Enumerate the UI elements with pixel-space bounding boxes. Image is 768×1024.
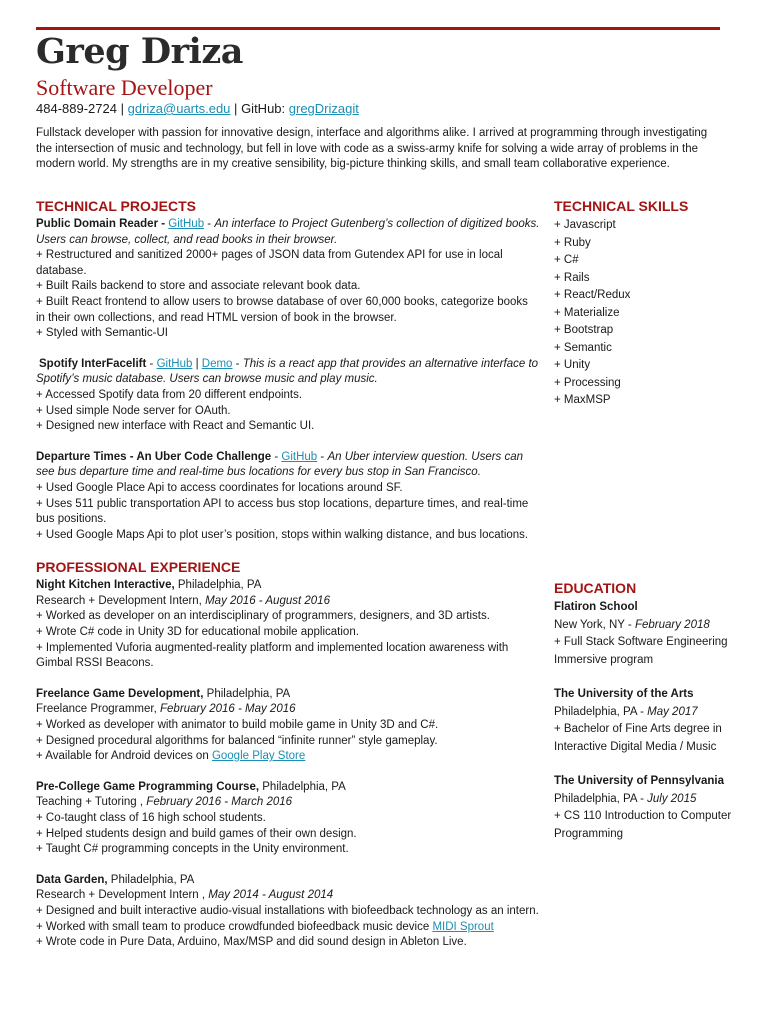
job-title: Software Developer — [36, 75, 213, 100]
contact-separator: | — [120, 101, 124, 116]
job-freelance-game-dev — [36, 687, 540, 765]
project-description: This is a react app that provides an alternative interface to Spotify’s music database. Users can browse music and play music. — [36, 357, 539, 386]
section-heading-education: EDUCATION — [554, 580, 637, 596]
job-location: Philadelphia, PA — [206, 687, 291, 700]
project-public-domain-reader: Public Domain Reader - GitHub - An interface to Project Gutenberg’s collection of digitized books. Users can browse, collect, and read books in their browser. + Restructured and sanitized 2000+ pages of JSON data from Gutendex API for use in local database. + Built Rails backend to store and associate relevant book data. + Built React frontend to allow users to browse database of over 60,000 books, categorize books in their own collections, and read HTML version of book in the browser. + Styled with Semantic-UI — [36, 217, 540, 342]
job-pre-college-course — [36, 780, 540, 858]
job-bullet: + Taught C# programming concepts in the Unity environment. — [36, 843, 349, 856]
project-bullet: + Styled with Semantic-UI — [36, 327, 168, 340]
skill-item: + Processing — [554, 376, 621, 389]
education-list — [554, 599, 744, 860]
section-heading-experience: PROFESSIONAL EXPERIENCE — [36, 559, 241, 576]
phone-number: 484-889-2724 — [36, 101, 117, 116]
project-title: Public Domain Reader — [36, 218, 159, 230]
project-bullet: + Uses 511 public transportation API to access bus stop locations, departure times, and real-time bus positions. — [36, 497, 529, 526]
job-data-garden — [36, 873, 540, 951]
job-bullet: + Worked as developer with animator to build mobile game in Unity 3D and C#. — [36, 719, 439, 732]
section-heading-skills: TECHNICAL SKILLS — [554, 198, 689, 214]
company-name: Freelance Game Development, — [36, 687, 204, 700]
school-date: July 2015 — [647, 792, 697, 805]
project-bullet: + Used Google Place Api to access coordinates for locations around SF. — [36, 481, 403, 494]
section-heading-projects: TECHNICAL PROJECTS — [36, 198, 196, 214]
education-upenn — [554, 773, 744, 843]
project-title: Departure Times - An Uber Code Challenge — [36, 450, 272, 463]
skill-item: + Bootstrap — [554, 324, 614, 336]
school-date: February 2018 — [634, 618, 710, 631]
header-rule — [36, 27, 720, 30]
school-location: Philadelphia, PA - — [554, 792, 644, 805]
job-bullet: + Designed procedural algorithms for balanced “infinite runner” style gameplay. — [36, 734, 438, 747]
job-bullet: + Implemented Vuforia augmented-reality platform and implemented location awareness with Gimbal RSSI Beacons. — [36, 641, 509, 670]
job-dates: February 2016 - March 2016 — [146, 796, 293, 809]
job-bullet: + Wrote C# code in Unity 3D for educational mobile application. — [36, 626, 359, 639]
school-name: The University of the Arts — [554, 688, 694, 700]
skill-item: + Unity — [554, 359, 591, 371]
job-bullet: + Worked with small team to produce crowdfunded biofeedback music device — [36, 920, 430, 933]
person-name: Greg Driza — [36, 31, 243, 72]
education-flatiron — [554, 599, 744, 669]
company-name: Data Garden, — [36, 873, 108, 886]
school-detail: + CS 110 Introduction to Computer Programming — [554, 810, 732, 840]
job-bullet: + Wrote code in Pure Data, Arduino, Max/MSP and did sound design in Ableton Live. — [36, 936, 467, 949]
project-departure-times: Departure Times - An Uber Code Challenge - GitHub - An Uber interview question. Users can see bus departure time and real-time bus locations for every bus stop in San Francisco. + Used Google Place Api to access coordinates for locations around SF. + Uses 511 public transportation API to access bus stop locations, departure times, and real-time bus positions. + Used Google Maps Api to plot user’s position, stops within walking distance, and bus locations. — [36, 450, 540, 544]
project-bullet: + Restructured and sanitized 2000+ pages of JSON data from Gutendex API for use in local database. — [36, 249, 503, 277]
school-location: Philadelphia, PA - — [554, 705, 644, 718]
skill-item: + Materialize — [554, 306, 620, 319]
project-bullet: + Built React frontend to allow users to browse database of over 60,000 books, categorize books in their own collections, and read HTML version of book in the browser. — [36, 295, 528, 324]
school-detail: + Bachelor of Fine Arts degree in Interactive Digital Media / Music — [554, 723, 722, 753]
job-dates: May 2016 - August 2016 — [205, 594, 330, 607]
contact-separator: | — [234, 101, 238, 116]
project-bullet: + Used Google Maps Api to plot user’s position, stops within walking distance, and bus locations. — [36, 528, 529, 541]
school-detail: + Full Stack Software Engineering Immersive program — [554, 636, 728, 666]
job-location: Philadelphia, PA — [177, 579, 262, 592]
github-profile-link[interactable]: gregDrizagit — [288, 101, 359, 116]
project-bullet: + Accessed Spotify data from 20 different endpoints. — [36, 388, 303, 401]
left-column — [36, 197, 540, 951]
summary: Fullstack developer with passion for innovative design, interface and algorithms alike. I arrived at programming through investigating the intersection of music and technology, but fell in love with code as a swiss-army knife for solving a wide array of problems in the modern world. My strengths are in my creative sensibility, big-picture thinking skills, and small team collaborative experience. — [36, 127, 708, 171]
job-bullet: + Helped students design and build games of their own design. — [36, 827, 357, 840]
job-dates: February 2016 - May 2016 — [160, 703, 296, 716]
job-bullet: + Worked as developer on an interdisciplinary of programmers, designers, and 3D artists. — [36, 610, 490, 623]
education-uarts — [554, 686, 744, 756]
job-bullet: + Designed and built interactive audio-visual installations with biofeedback technology as an intern. — [36, 904, 539, 917]
github-label: GitHub: — [241, 101, 286, 116]
company-name: Pre-College Game Programming Course, — [36, 780, 260, 793]
project-description: An interface to Project Gutenberg’s collection of digitized books. Users can browse, collect, and read books in their browser. — [36, 218, 540, 246]
skill-item: + Rails — [554, 271, 590, 284]
job-role: Freelance Programmer, — [36, 703, 157, 716]
project-demo-link[interactable]: Demo — [201, 357, 233, 370]
skill-item: + React/Redux — [554, 289, 631, 301]
project-bullet: + Used simple Node server for OAuth. — [36, 404, 231, 417]
skill-item: + MaxMSP — [554, 394, 611, 406]
right-column — [554, 197, 744, 840]
job-location: Philadelphia, PA — [110, 873, 195, 886]
skill-item: + Javascript — [554, 219, 616, 231]
job-bullet: + Available for Android devices on — [36, 750, 209, 763]
project-spotify-interfacelift: Spotify InterFacelift - GitHub | Demo - This is a react app that provides an alternative interface to Spotify’s music database. Users can browse music and play music. + Accessed Spotify data from 20 different endpoints. + Used simple Node server for OAuth. + Designed new interface with React and Semantic UI. — [36, 357, 540, 435]
school-location: New York, NY - — [554, 618, 632, 631]
job-role: Research + Development Intern, — [36, 594, 202, 607]
job-location: Philadelphia, PA — [262, 780, 346, 793]
contact-line — [36, 100, 359, 117]
job-dates: May 2014 - August 2014 — [208, 889, 334, 902]
school-date: May 2017 — [647, 705, 698, 718]
email-link[interactable]: gdriza@uarts.edu — [127, 101, 231, 116]
project-description: An Uber interview question. Users can see bus departure time and real-time bus locations for every bus stop in San Francisco. — [36, 450, 524, 479]
google-play-store-link[interactable]: Google Play Store — [211, 750, 306, 763]
project-title: Spotify InterFacelift — [39, 357, 147, 370]
skill-item: + Semantic — [554, 341, 612, 354]
project-github-link[interactable]: GitHub — [168, 218, 205, 230]
skills-list — [554, 217, 744, 410]
skill-item: + Ruby — [554, 236, 591, 249]
job-role: Research + Development Intern , — [36, 889, 206, 902]
job-night-kitchen — [36, 578, 540, 672]
project-bullet: + Built Rails backend to store and associate relevant book data. — [36, 280, 361, 293]
school-name: The University of Pennsylvania — [554, 775, 725, 787]
company-name: Night Kitchen Interactive, — [36, 579, 175, 592]
school-name: Flatiron School — [554, 601, 638, 613]
job-bullet: + Co-taught class of 16 high school students. — [36, 812, 266, 824]
midi-sprout-link[interactable]: MIDI Sprout — [432, 920, 494, 933]
project-bullet: + Designed new interface with React and Semantic UI. — [36, 420, 315, 433]
project-github-link[interactable]: GitHub — [281, 450, 318, 463]
skill-item: + C# — [554, 254, 579, 266]
project-github-link[interactable]: GitHub — [156, 357, 193, 370]
job-role: Teaching + Tutoring , — [36, 796, 144, 809]
